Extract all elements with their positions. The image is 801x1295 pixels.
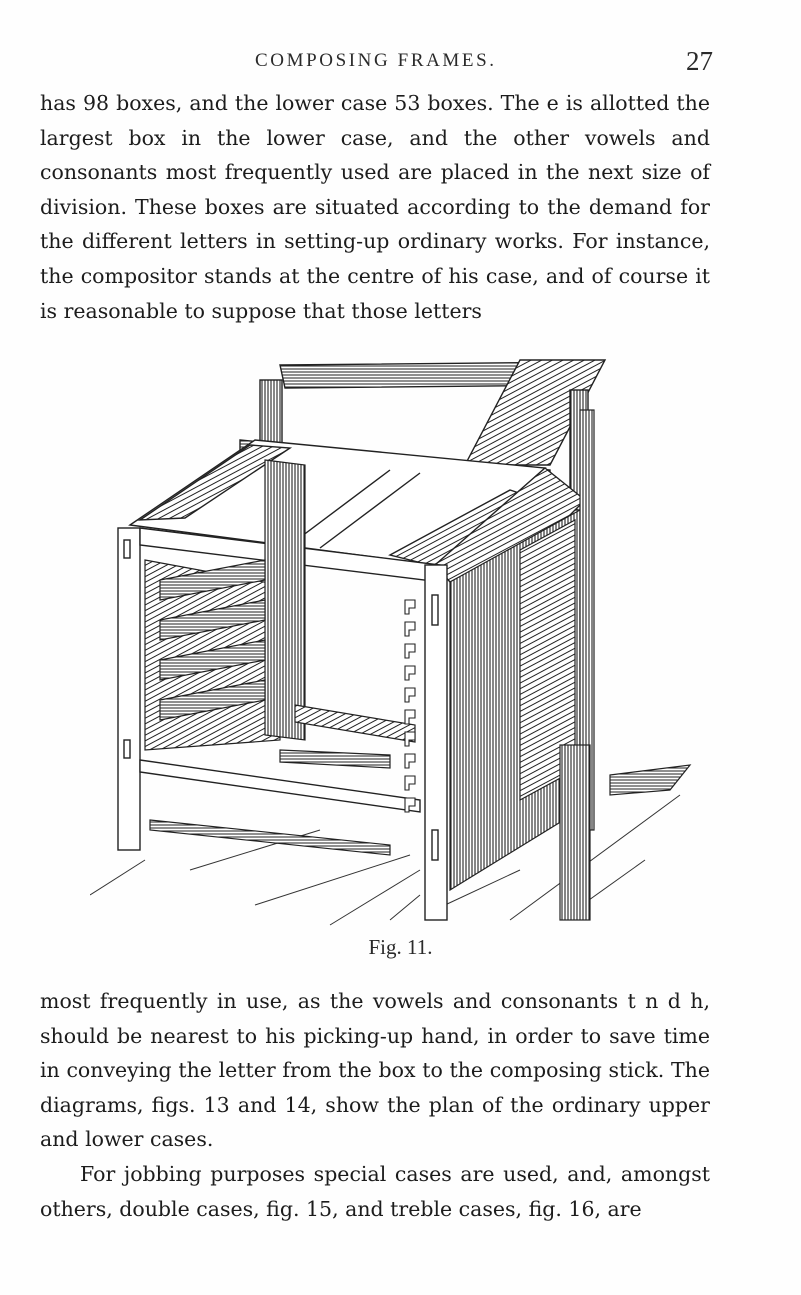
composing-frame-illustration bbox=[90, 350, 730, 935]
text-line: t n d h, should be nearest to his picking-up hand, in order bbox=[40, 989, 710, 1048]
running-head bbox=[0, 48, 801, 80]
text-line: instance, the compositor stands at the centre of his case, bbox=[40, 229, 710, 288]
text-line: has 98 boxes, and the lower case 53 boxes. The e is allotted bbox=[40, 91, 670, 115]
paragraph-continued bbox=[40, 86, 710, 328]
text-line: others, double cases, fig. 15, and treble cases, fig. 16, are bbox=[40, 1196, 642, 1221]
text-line: For jobbing purposes special cases are used, and, amongst bbox=[80, 1161, 710, 1186]
text-line: for the different letters in setting-up ordinary works. For bbox=[40, 194, 710, 254]
text-line: the largest box in the lower case, and the other vowels and bbox=[40, 91, 710, 150]
text-line: consonants most frequently used are placed in the next size bbox=[40, 160, 682, 185]
text-line: and of course it is reasonable to suppose that those letters bbox=[40, 263, 710, 323]
text-line: most frequently in use, as the vowels and consonants bbox=[40, 989, 619, 1013]
text-line: composing stick. The diagrams, figs. 13 and 14, show bbox=[40, 1058, 710, 1117]
text-line: of division. These boxes are situated according to the demand bbox=[40, 160, 710, 219]
text-line: to save time in conveying the letter from the box to the bbox=[40, 1023, 710, 1083]
body-text-top bbox=[40, 86, 710, 328]
body-text-bottom bbox=[40, 984, 710, 1226]
page-number: 27 bbox=[686, 46, 713, 76]
rack-slots bbox=[405, 600, 415, 812]
paragraph-jobbing bbox=[40, 1157, 710, 1226]
running-title: COMPOSING FRAMES. bbox=[255, 50, 497, 71]
paragraph-continued bbox=[40, 984, 710, 1157]
figure-caption: Fig. 11. bbox=[368, 935, 433, 959]
figure-composing-frame bbox=[90, 350, 730, 935]
text-line: the plan of the ordinary upper and lower cases. bbox=[40, 1092, 710, 1152]
